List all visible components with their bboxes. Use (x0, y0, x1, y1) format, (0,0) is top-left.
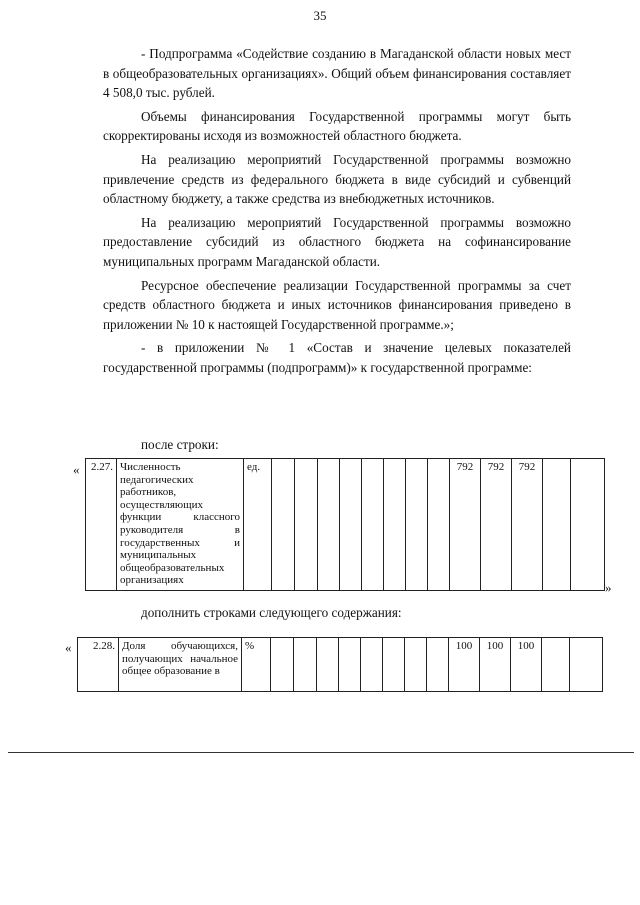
body-text (103, 44, 571, 382)
unit-cell: ед. (244, 459, 272, 591)
value-cell (428, 459, 450, 591)
value-cell (340, 459, 362, 591)
unit-cell: % (242, 638, 271, 692)
indicator-table-before (85, 458, 605, 591)
indicator-table-after (77, 637, 603, 692)
open-quote-1: « (73, 462, 80, 477)
paragraph-subprogram: - Подпрограмма «Содействие созданию в Магаданской области новых мест в общеобразовательных организациях». Общий объем финансирования составляет 4 508,0 тыс. рублей. (103, 46, 571, 101)
value-cell (272, 459, 295, 591)
value-cell (361, 638, 383, 692)
row-number: 2.28. (78, 638, 119, 692)
indicator-name: Численность педагогических работников, осуществляющих функции классного руководителя в государственных и муниципальных общеобразовательных организациях (117, 459, 244, 591)
value-cell (406, 459, 428, 591)
table-row (78, 638, 603, 692)
row-number: 2.27. (86, 459, 117, 591)
open-quote-2: « (65, 640, 72, 655)
value-cell (542, 638, 570, 692)
paragraph-appendix-1: - в приложении № 1 «Состав и значение целевых показателей государственной программы (подпрограмм)» к государственной программе: (103, 340, 571, 375)
paragraph-subsidies: На реализацию мероприятий Государственной программы возможно предоставление субсидий из областного бюджета на софинансирование муниципальных программ Магаданской области. (103, 214, 571, 269)
value-cell (362, 459, 384, 591)
value-cell (405, 638, 427, 692)
value-cell (339, 638, 361, 692)
close-quote-1: » (605, 580, 612, 595)
page-bottom-rule (8, 752, 634, 753)
value-cell: 100 (480, 638, 511, 692)
value-cell: 792 (512, 459, 543, 591)
value-cell: 100 (511, 638, 542, 692)
value-cell (543, 459, 571, 591)
indicator-name: Доля обучающихся, получающих начальное общее образование в (119, 638, 242, 692)
value-cell (318, 459, 340, 591)
value-cell (383, 638, 405, 692)
table-row (86, 459, 605, 591)
value-cell (384, 459, 406, 591)
value-cell: 100 (449, 638, 480, 692)
paragraph-resource-support: Ресурсное обеспечение реализации Государственной программы за счет средств областного бюджета и иных источников финансирования приведено в приложении № 10 к настоящей Государственной программе.»; (103, 277, 571, 332)
add-rows-label: дополнить строками следующего содержания: (141, 605, 402, 620)
value-cell (317, 638, 339, 692)
paragraph-adjustment: Объемы финансирования Государственной программы могут быть скорректированы исходя из возможностей областного бюджета. (103, 108, 571, 144)
value-cell (271, 638, 294, 692)
value-cell (571, 459, 605, 591)
value-cell (294, 638, 317, 692)
value-cell: 792 (481, 459, 512, 591)
value-cell (427, 638, 449, 692)
value-cell: 792 (450, 459, 481, 591)
paragraph-federal-funds: На реализацию мероприятий Государственной программы возможно привлечение средств из федерального бюджета в виде субсидий и субвенций областному бюджету, а также средства из внебюджетных источников. (103, 151, 571, 207)
after-row-label: после строки: (141, 437, 219, 452)
page-number: 35 (313, 8, 327, 23)
value-cell (570, 638, 603, 692)
value-cell (295, 459, 318, 591)
